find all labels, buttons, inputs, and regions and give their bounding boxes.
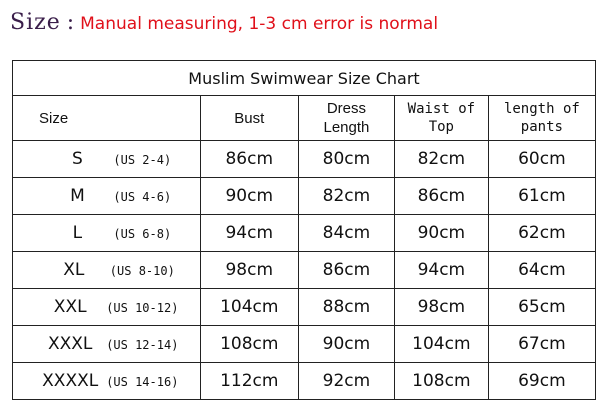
us-size-value: (US 4-6) <box>113 190 172 204</box>
size-cell <box>13 178 201 215</box>
size-value: XXL <box>53 297 87 317</box>
size-cell <box>13 252 201 289</box>
waist-value: 82cm <box>394 141 488 178</box>
pants-length-value: 60cm <box>488 141 595 178</box>
size-chart-table <box>12 60 596 400</box>
size-value: XXXXL <box>42 371 99 391</box>
bust-value: 90cm <box>200 178 298 215</box>
header-bust: Bust <box>200 96 298 141</box>
bust-value: 94cm <box>200 215 298 252</box>
header-waist-line2: Top <box>428 119 454 135</box>
size-colon: : <box>66 10 75 35</box>
table-title: Muslim Swimwear Size Chart <box>13 61 596 96</box>
dress-length-value: 82cm <box>298 178 394 215</box>
pants-length-value: 67cm <box>488 326 595 363</box>
table-row <box>13 215 596 252</box>
dress-length-value: 92cm <box>298 363 394 400</box>
us-size-value: (US 12-14) <box>106 338 179 352</box>
size-label: Size <box>10 10 61 35</box>
size-cell <box>13 289 201 326</box>
dress-length-value: 86cm <box>298 252 394 289</box>
size-value: XL <box>63 260 85 280</box>
us-size-value: (US 10-12) <box>106 301 179 315</box>
bust-value: 104cm <box>200 289 298 326</box>
bust-value: 112cm <box>200 363 298 400</box>
header-dress-length-line1: Dress <box>326 100 367 117</box>
header-waist-of-top <box>394 96 488 141</box>
size-value: L <box>72 223 83 243</box>
header-dress-length-line2: Length <box>323 119 370 136</box>
size-heading <box>10 10 438 35</box>
waist-value: 90cm <box>394 215 488 252</box>
bust-value: 108cm <box>200 326 298 363</box>
pants-length-value: 62cm <box>488 215 595 252</box>
size-value: XXXL <box>47 334 93 354</box>
size-value: S <box>72 149 83 169</box>
pants-length-value: 69cm <box>488 363 595 400</box>
us-size-value: (US 6-8) <box>113 227 172 241</box>
table-row <box>13 178 596 215</box>
pants-length-value: 61cm <box>488 178 595 215</box>
us-size-value: (US 14-16) <box>106 375 179 389</box>
table-row <box>13 289 596 326</box>
header-length-of-pants <box>488 96 595 141</box>
bust-value: 98cm <box>200 252 298 289</box>
dress-length-value: 90cm <box>298 326 394 363</box>
size-cell <box>13 141 201 178</box>
table-row <box>13 141 596 178</box>
pants-length-value: 65cm <box>488 289 595 326</box>
header-pants-line1: length of <box>503 101 580 117</box>
size-cell <box>13 215 201 252</box>
pants-length-value: 64cm <box>488 252 595 289</box>
waist-value: 94cm <box>394 252 488 289</box>
size-value: M <box>70 186 85 206</box>
bust-value: 86cm <box>200 141 298 178</box>
size-cell <box>13 326 201 363</box>
size-cell <box>13 363 201 400</box>
header-dress-length <box>298 96 394 141</box>
waist-value: 108cm <box>394 363 488 400</box>
us-size-value: (US 8-10) <box>109 264 175 278</box>
header-waist-line1: Waist of <box>407 101 476 117</box>
dress-length-value: 88cm <box>298 289 394 326</box>
dress-length-value: 80cm <box>298 141 394 178</box>
waist-value: 98cm <box>394 289 488 326</box>
us-size-value: (US 2-4) <box>113 153 172 167</box>
table-row <box>13 326 596 363</box>
waist-value: 104cm <box>394 326 488 363</box>
dress-length-value: 84cm <box>298 215 394 252</box>
measuring-note: Manual measuring, 1-3 cm error is normal <box>80 14 439 34</box>
header-pants-line2: pants <box>520 119 563 135</box>
table-row <box>13 252 596 289</box>
table-row <box>13 363 596 400</box>
header-size: Size <box>13 96 201 141</box>
waist-value: 86cm <box>394 178 488 215</box>
